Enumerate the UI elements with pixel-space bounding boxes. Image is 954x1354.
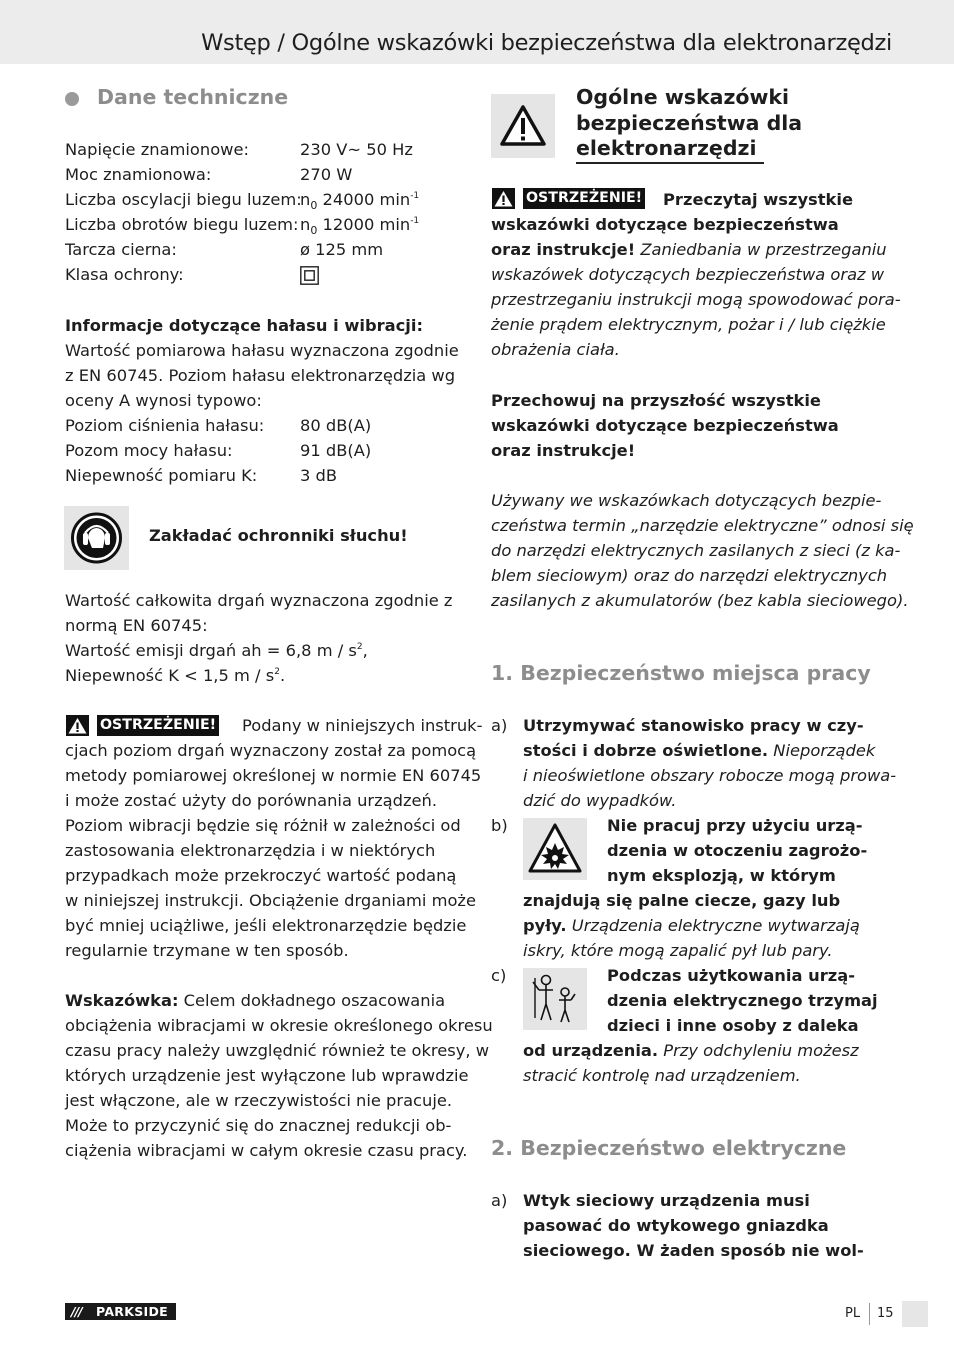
- warning-text-line: przypadkach może przekroczyć wartość podaną: [65, 866, 457, 885]
- page-number: 15: [877, 1306, 894, 1321]
- spec-value: $n_0$ 12000 $\min^{-1}$: [300, 215, 420, 237]
- warning-text-line: cjach poziom drgań wyznaczony został za pomocą: [65, 741, 477, 760]
- warning-text-line: metody pomiarowej określonej w normie EN 60745: [65, 766, 482, 785]
- item-bold-line: dzenia elektrycznego trzymaj: [607, 991, 878, 1010]
- hint-line: ciążenia wibracjami w całym okresie czasu pracy.: [65, 1141, 468, 1160]
- warning-badge: OSTRZEŻENIE!: [97, 715, 219, 736]
- noise-value: 80 dB(A): [300, 416, 372, 435]
- term-definition-line: Używany we wskazówkach dotyczących bezpie-: [491, 491, 882, 510]
- keep-instructions-line: Przechowuj na przyszłość wszystkie: [491, 391, 821, 410]
- logo-stripes: ///: [71, 1304, 82, 1319]
- keep-children-away-icon-box: [523, 968, 587, 1030]
- item-label: a): [491, 1191, 508, 1210]
- noise-text-line: z EN 60745. Poziom hałasu elektronarzędzia wg: [65, 366, 456, 385]
- hint-line: obciążenia wibracjami w okresie określonego okresu: [65, 1016, 493, 1035]
- warning-triangle-icon: [491, 94, 555, 158]
- term-definition-line: do narzędzi elektrycznych zasilanych z sieci (z ka-: [491, 541, 901, 560]
- item-mixed-line: pyły. Urządzenia elektryczne wytwarzają: [523, 916, 860, 935]
- item-bold-line: sieciowego. W żaden sposób nie wol-: [523, 1241, 864, 1260]
- warning-text-line: i może zostać użyty do porównania urządzeń.: [65, 791, 438, 810]
- spec-label: Liczba obrotów biegu luzem:: [65, 215, 299, 234]
- tech-data-heading: Dane techniczne: [97, 85, 289, 109]
- noise-label: Pozom mocy hałasu:: [65, 441, 233, 460]
- spec-label: Klasa ochrony:: [65, 265, 184, 284]
- general-safety-title-line: elektronarzędzi: [576, 136, 757, 160]
- workplace-safety-heading: 1. Bezpieczeństwo miejsca pracy: [491, 661, 871, 685]
- noise-label: Niepewność pomiaru K:: [65, 466, 258, 485]
- explosion-hazard-icon: [523, 818, 587, 880]
- vibration-line: Wartość całkowita drgań wyznaczona zgodnie z: [65, 591, 453, 610]
- class-ii-double-square-icon: [300, 266, 319, 285]
- explosion-hazard-icon-box: [523, 818, 587, 880]
- noise-text-line: oceny A wynosi typowo:: [65, 391, 262, 410]
- section-bullet: [65, 92, 79, 106]
- ear-protection-icon-box: [64, 506, 129, 570]
- noise-value: 91 dB(A): [300, 441, 372, 460]
- item-bold-line: Podczas użytkowania urzą-: [607, 966, 855, 985]
- item-mixed-line: stości i dobrze oświetlone. Nieporządek: [523, 741, 876, 760]
- warning-text-line: regularnie trzymane w ten sposób.: [65, 941, 349, 960]
- vibration-line: normą EN 60745:: [65, 616, 208, 635]
- title-underline: [576, 162, 764, 164]
- general-safety-title-line: bezpieczeństwa dla: [576, 110, 803, 135]
- language-code: PL: [845, 1306, 861, 1321]
- item-bold-line: Wtyk sieciowy urządzenia musi: [523, 1191, 810, 1210]
- hint-line: jest włączone, ale w rzeczywistości nie pracuje.: [65, 1091, 453, 1110]
- item-italic-line: i nieoświetlone obszary robocze mogą prowa-: [523, 766, 897, 785]
- item-bold-line: znajdują się palne ciecze, gazy lub: [523, 891, 841, 910]
- logo-brand-name: PARKSIDE: [96, 1304, 168, 1319]
- page-title: Wstęp / Ogólne wskazówki bezpieczeństwa dla elektronarzędzi: [201, 30, 892, 56]
- general-safety-title-line: Ogólne wskazówki: [576, 85, 790, 109]
- item-bold-line: Nie pracuj przy użyciu urzą-: [607, 816, 863, 835]
- item-italic-line: iskry, które mogą zapalić pył lub pary.: [523, 941, 833, 960]
- footer-divider: [869, 1303, 870, 1325]
- warning-bold-line: Przeczytaj wszystkie: [663, 190, 853, 209]
- hint-line: Może to przyczynić się do znacznej redukcji ob-: [65, 1116, 452, 1135]
- hint-line: Wskazówka: Celem dokładnego oszacowania: [65, 991, 446, 1010]
- item-italic-line: stracić kontrolę nad urządzeniem.: [523, 1066, 801, 1085]
- item-italic-line: dzić do wypadków.: [523, 791, 677, 810]
- ear-protection-icon: [64, 506, 129, 570]
- warning-italic-line: obrażenia ciała.: [491, 340, 620, 359]
- warning-triangle-icon: [66, 715, 89, 736]
- item-label: c): [491, 966, 507, 985]
- term-definition-line: czeństwa termin „narzędzie elektryczne” odnosi się: [491, 516, 914, 535]
- warning-triangle-icon: [492, 188, 515, 209]
- warning-italic-line: żenie prądem elektrycznym, pożar i / lub ciężkie: [491, 315, 886, 334]
- item-bold-line: dzieci i inne osoby z daleka: [607, 1016, 859, 1035]
- electrical-safety-heading: 2. Bezpieczeństwo elektryczne: [491, 1136, 847, 1160]
- term-definition-line: blem sieciowym) oraz do narzędzi elektrycznych: [491, 566, 888, 585]
- noise-heading: Informacje dotyczące hałasu i wibracji:: [65, 316, 423, 335]
- term-definition-line: zasilanych z akumulatorów (bez kabla sieciowego).: [491, 591, 909, 610]
- spec-value: $n_0$ 24000 $\min^{-1}$: [300, 190, 420, 212]
- spec-value: ø 125 mm: [300, 240, 384, 259]
- warning-bold-line: wskazówki dotyczące bezpieczeństwa: [491, 215, 839, 234]
- noise-text-line: Wartość pomiarowa hałasu wyznaczona zgodnie: [65, 341, 459, 360]
- item-label: a): [491, 716, 508, 735]
- page-header-band: [0, 0, 954, 64]
- hint-line: czasu pracy należy uwzględnić również te okresy, w: [65, 1041, 490, 1060]
- warning-badge: OSTRZEŻENIE!: [523, 188, 645, 209]
- spec-label: Tarcza cierna:: [65, 240, 177, 259]
- item-bold-line: dzenia w otoczeniu zagrożo-: [607, 841, 868, 860]
- spec-label: Liczba oscylacji biegu luzem:: [65, 190, 302, 209]
- noise-value: 3 dB: [300, 466, 338, 485]
- item-label: b): [491, 816, 508, 835]
- safety-warning-icon-box: [491, 94, 555, 158]
- spec-label: Napięcie znamionowe:: [65, 140, 249, 159]
- item-mixed-line: od urządzenia. Przy odchyleniu możesz: [523, 1041, 859, 1060]
- spec-value: 230 V~ 50 Hz: [300, 140, 413, 159]
- noise-label: Poziom ciśnienia hałasu:: [65, 416, 265, 435]
- item-bold-line: Utrzymywać stanowisko pracy w czy-: [523, 716, 864, 735]
- item-bold-line: nym eksplozją, w którym: [607, 866, 836, 885]
- ear-protection-text: Zakładać ochronniki słuchu!: [149, 526, 408, 545]
- warning-text-line: Podany w niniejszych instruk-: [242, 716, 483, 735]
- vibration-emission-line: Wartość emisji drgań ah = 6,8 m / $s^2$,: [65, 641, 368, 660]
- warning-italic-line: przestrzeganiu instrukcji mogą spowodować pora-: [491, 290, 901, 309]
- warning-mixed-line: oraz instrukcje! Zaniedbania w przestrzeganiu: [491, 240, 887, 259]
- warning-text-line: w niniejszej instrukcji. Obciążenie drganiami może: [65, 891, 476, 910]
- warning-italic-line: wskazówek dotyczących bezpieczeństwa oraz w: [491, 265, 885, 284]
- children-away-icon: [523, 968, 587, 1030]
- keep-instructions-line: oraz instrukcje!: [491, 441, 636, 460]
- footer-tab: [902, 1301, 928, 1327]
- warning-text-line: być mniej uciążliwe, jeśli elektronarzędzie będzie: [65, 916, 467, 935]
- parkside-logo: [65, 1303, 176, 1320]
- hint-line: których urządzenie jest wyłączone lub wprawdzie: [65, 1066, 469, 1085]
- spec-value: 270 W: [300, 165, 353, 184]
- vibration-uncertainty-line: Niepewność K < 1,5 m / $s^2$.: [65, 666, 286, 685]
- item-bold-line: pasować do wtykowego gniazdka: [523, 1216, 829, 1235]
- warning-text-line: zastosowania elektronarzędzia i w niektórych: [65, 841, 436, 860]
- spec-label: Moc znamionowa:: [65, 165, 212, 184]
- keep-instructions-line: wskazówki dotyczące bezpieczeństwa: [491, 416, 839, 435]
- warning-text-line: Poziom wibracji będzie się różnił w zależności od: [65, 816, 461, 835]
